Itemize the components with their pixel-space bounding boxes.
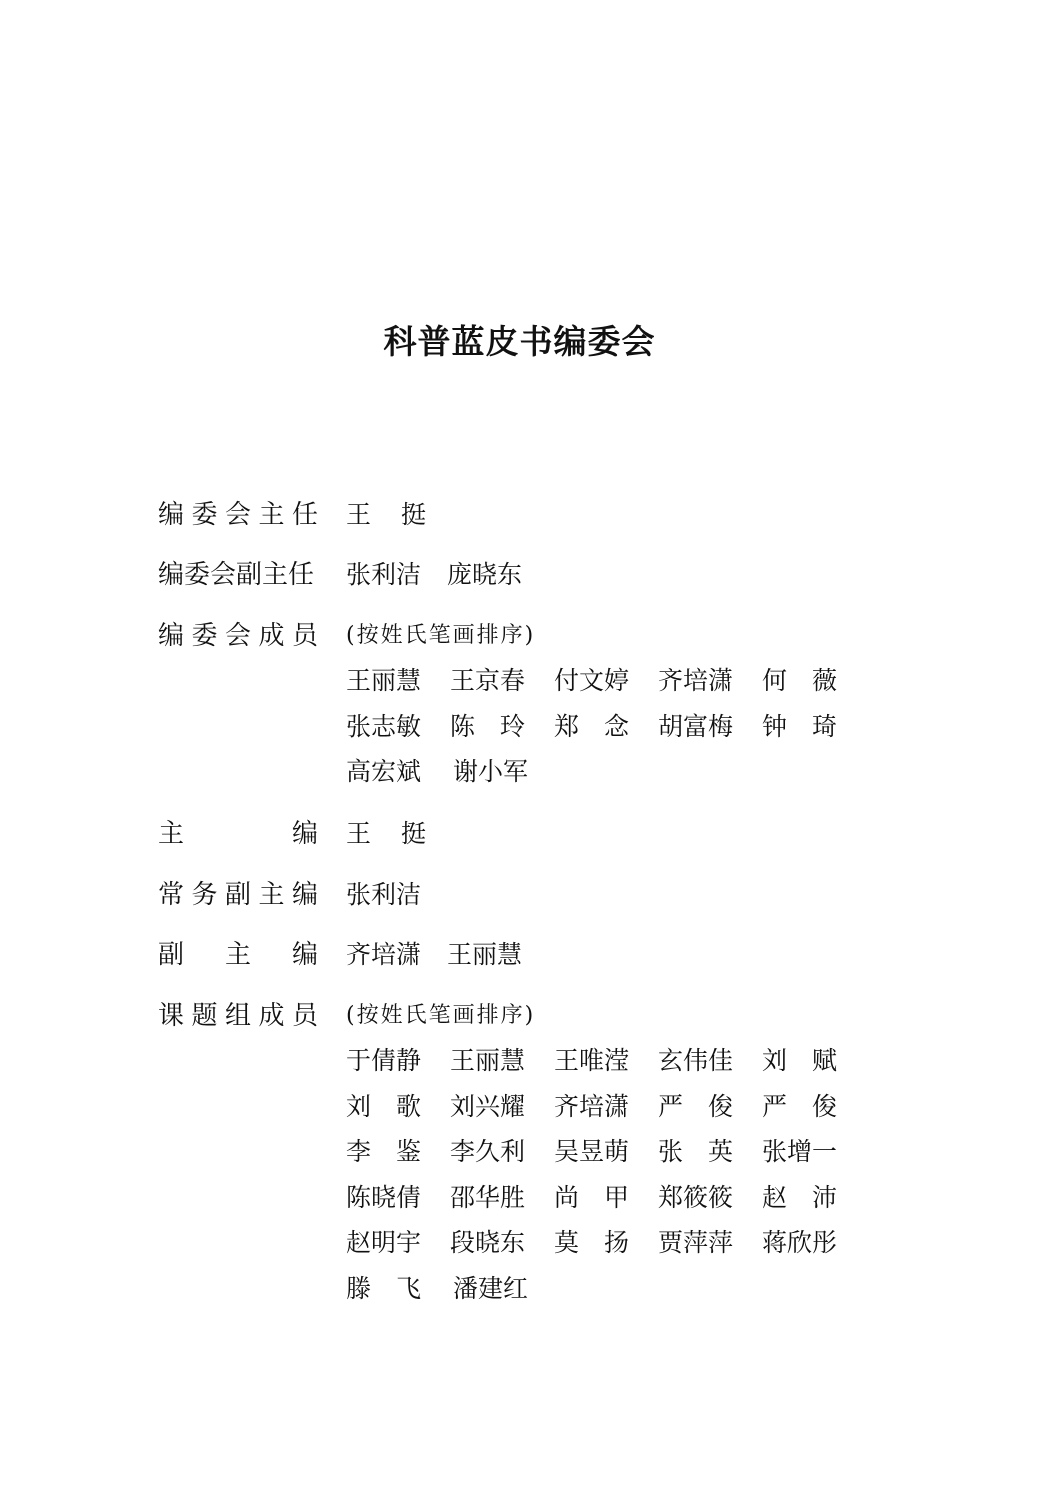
list-row: [346, 1092, 866, 1138]
list-item: 王京春: [450, 666, 526, 695]
list-row: [346, 1183, 866, 1229]
chief-editor-name: 王 挺: [346, 819, 427, 848]
list-item: 刘兴耀: [450, 1091, 526, 1121]
list-item: 何 薇: [762, 666, 838, 695]
list-item: 于倩静: [346, 1046, 422, 1075]
list-item: 张增一: [762, 1137, 838, 1166]
list-item: 潘建红: [453, 1273, 529, 1303]
list-item: 贾萍萍: [658, 1228, 734, 1257]
list-row: [346, 1274, 866, 1320]
committee-members-label: 编 委 会 成 员: [158, 621, 318, 651]
list-row: [346, 757, 866, 803]
list-item: 邵华胜: [450, 1182, 526, 1212]
committee-members-list: [346, 666, 866, 803]
list-item: 陈晓倩: [346, 1182, 422, 1212]
list-item: 郑筱筱: [658, 1182, 734, 1212]
list-item: 郑 念: [554, 711, 630, 741]
list-item: 李久利: [450, 1137, 526, 1166]
list-item: 刘 赋: [762, 1046, 838, 1075]
list-item: 李 鉴: [346, 1137, 422, 1166]
sort-note: (按姓氏笔画排序): [346, 623, 536, 648]
list-item: 谢小军: [453, 757, 529, 786]
list-item: 胡富梅: [658, 711, 734, 741]
list-item: 尚 甲: [554, 1182, 630, 1212]
list-item: 齐培潇: [658, 666, 734, 695]
executive-deputy-editor-name: 张利洁: [346, 880, 422, 909]
list-item: 陈 玲: [450, 711, 526, 741]
executive-deputy-editor-label: 常 务 副 主 编: [158, 880, 318, 910]
list-item: 钟 琦: [762, 711, 838, 741]
list-item: 吴昱萌: [554, 1137, 630, 1166]
list-item: 滕 飞: [346, 1273, 422, 1303]
list-item: 王丽慧: [346, 666, 422, 695]
list-item: 齐培潇: [554, 1091, 630, 1121]
list-item: 赵 沛: [762, 1182, 838, 1212]
deputy-editor-names: 齐培潇 王丽慧: [346, 940, 523, 969]
list-row: [346, 666, 866, 712]
director-name: 王 挺: [346, 500, 427, 529]
list-row: [346, 1046, 866, 1092]
page-title: 科普蓝皮书编委会: [383, 322, 656, 361]
vice-director-names: 张利洁 庞晓东: [346, 560, 523, 589]
list-item: 段晓东: [450, 1228, 526, 1257]
list-item: 严 俊: [762, 1091, 838, 1121]
director-label: 编 委 会 主 任: [158, 500, 318, 530]
vice-director-label: 编委会副主任: [158, 560, 315, 590]
list-item: 王丽慧: [450, 1046, 526, 1075]
deputy-editor-label: 副 主 编: [158, 940, 318, 970]
list-item: 高宏斌: [346, 757, 422, 786]
sort-note: (按姓氏笔画排序): [346, 1003, 536, 1028]
research-members-list: [346, 1046, 866, 1319]
research-members-label: 课 题 组 成 员: [158, 1001, 318, 1031]
list-item: 蒋欣彤: [762, 1228, 838, 1257]
list-item: 王唯滢: [554, 1046, 630, 1075]
list-item: 刘 歌: [346, 1091, 422, 1121]
list-item: 玄伟佳: [658, 1046, 734, 1075]
list-row: [346, 1137, 866, 1183]
list-item: 莫 扬: [554, 1228, 630, 1257]
list-row: [346, 1228, 866, 1274]
chief-editor-label: 主 编: [158, 819, 318, 849]
list-item: 张志敏: [346, 711, 422, 741]
list-item: 付文婷: [554, 666, 630, 695]
list-row: [346, 712, 866, 758]
list-item: 赵明宇: [346, 1228, 422, 1257]
list-item: 严 俊: [658, 1091, 734, 1121]
list-item: 张 英: [658, 1137, 734, 1166]
